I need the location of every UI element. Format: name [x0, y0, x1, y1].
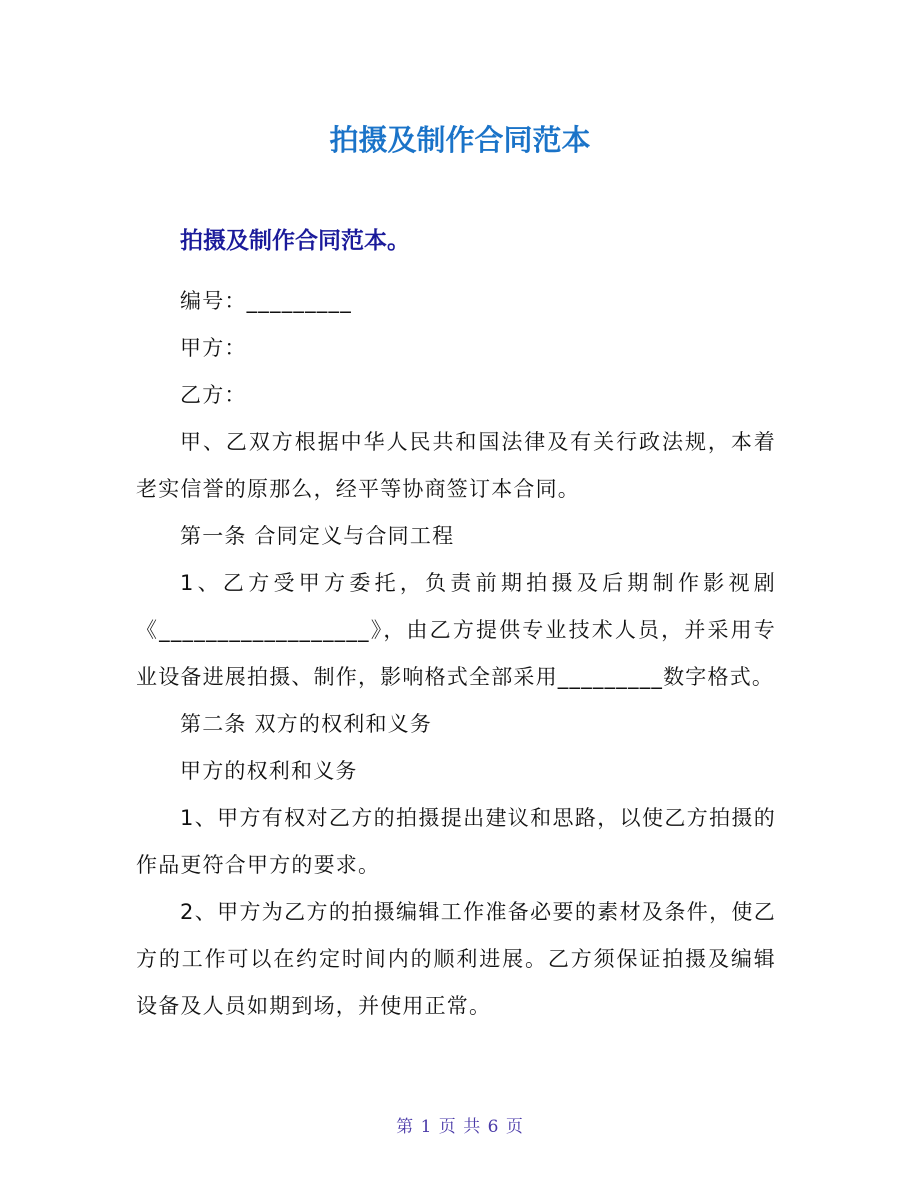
- article-1-heading: 第一条 合同定义与合同工程: [180, 524, 455, 548]
- document-subtitle: 拍摄及制作合同范本。: [180, 228, 410, 254]
- party-a-clause-1: 1、甲方有权对乙方的拍摄提出建议和思路，以使乙方拍摄的作品更符合甲方的要求。: [136, 806, 776, 877]
- document-body: [136, 278, 776, 1030]
- party-a-rights-heading: 甲方的权利和义务: [180, 759, 358, 783]
- party-b-line: 乙方：: [180, 383, 247, 407]
- page-footer: 第 1 页 共 6 页: [396, 1117, 524, 1137]
- party-a-clause-2: 2、甲方为乙方的拍摄编辑工作准备必要的素材及条件，使乙方的工作可以在约定时间内的顺利进展。乙方须保证拍摄及编辑设备及人员如期到场，并使用正常。: [136, 900, 776, 1018]
- contract-number-line: 编号：_________: [180, 289, 352, 313]
- preamble-paragraph: 甲、乙双方根据中华人民共和国法律及有关行政法规，本着老实信誉的原那么，经平等协商签订本合同。: [136, 430, 776, 501]
- party-a-line: 甲方：: [180, 336, 247, 360]
- document-title: 拍摄及制作合同范本: [329, 123, 591, 157]
- article-2-heading: 第二条 双方的权利和义务: [180, 712, 433, 736]
- article-1-clause-1: 1、乙方受甲方委托，负责前期拍摄及后期制作影视剧《__________________》，由乙方提供专业技术人员，并采用专业设备进展拍摄、制作，影响格式全部采用_________数字格式。: [136, 571, 776, 689]
